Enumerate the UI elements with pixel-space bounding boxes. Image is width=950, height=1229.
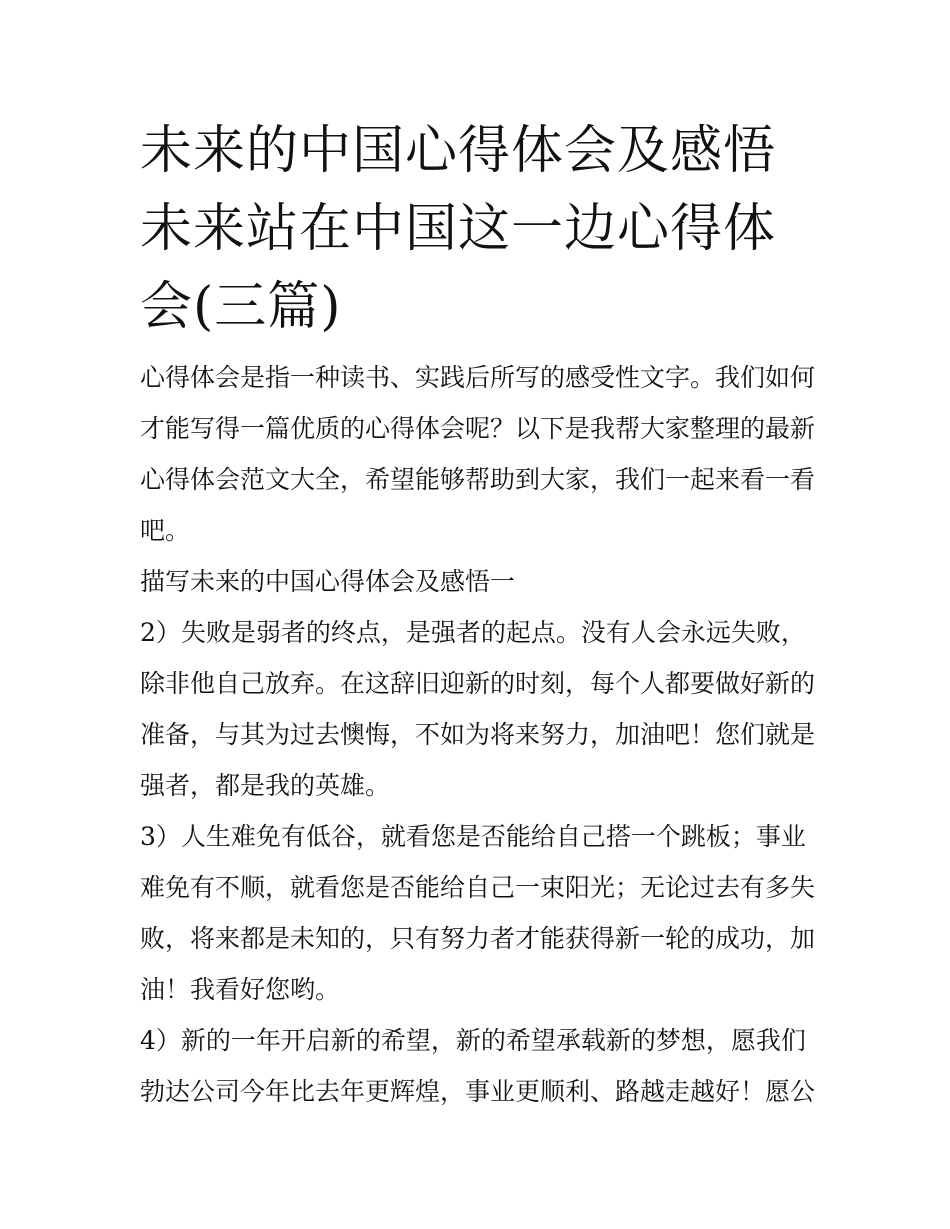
document-title: 未来的中国心得体会及感悟 未来站在中国这一边心得体会(三篇) [140, 121, 777, 337]
body-paragraph: 4）新的一年开启新的希望，新的希望承载新的梦想，愿我们勃达公司今年比去年更辉煌，事业更顺利、路越走越好！愿公 [140, 1026, 816, 1106]
body-paragraph: 2）失败是弱者的终点，是强者的起点。没有人会永远失败，除非他自己放弃。在这辞旧迎新的时刻，每个人都要做好新的准备，与其为过去懊悔，不如为将来努力，加油吧！您们就是强者，都是我的英雄。 [140, 618, 816, 800]
body-paragraph: 3）人生难免有低谷，就看您是否能给自己搭一个跳板；事业难免有不顺，就看您是否能给自己一束阳光；无论过去有多失败，将来都是未知的，只有努力者才能获得新一轮的成功，加油！我看好您哟。 [140, 822, 816, 1004]
intro-paragraph: 心得体会是指一种读书、实践后所写的感受性文字。我们如何才能写得一篇优质的心得体会呢？以下是我帮大家整理的最新心得体会范文大全，希望能够帮助到大家，我们一起来看一看吧。 [140, 363, 816, 545]
section-heading: 描写未来的中国心得体会及感悟一 [140, 567, 516, 596]
document-body [140, 352, 820, 1117]
